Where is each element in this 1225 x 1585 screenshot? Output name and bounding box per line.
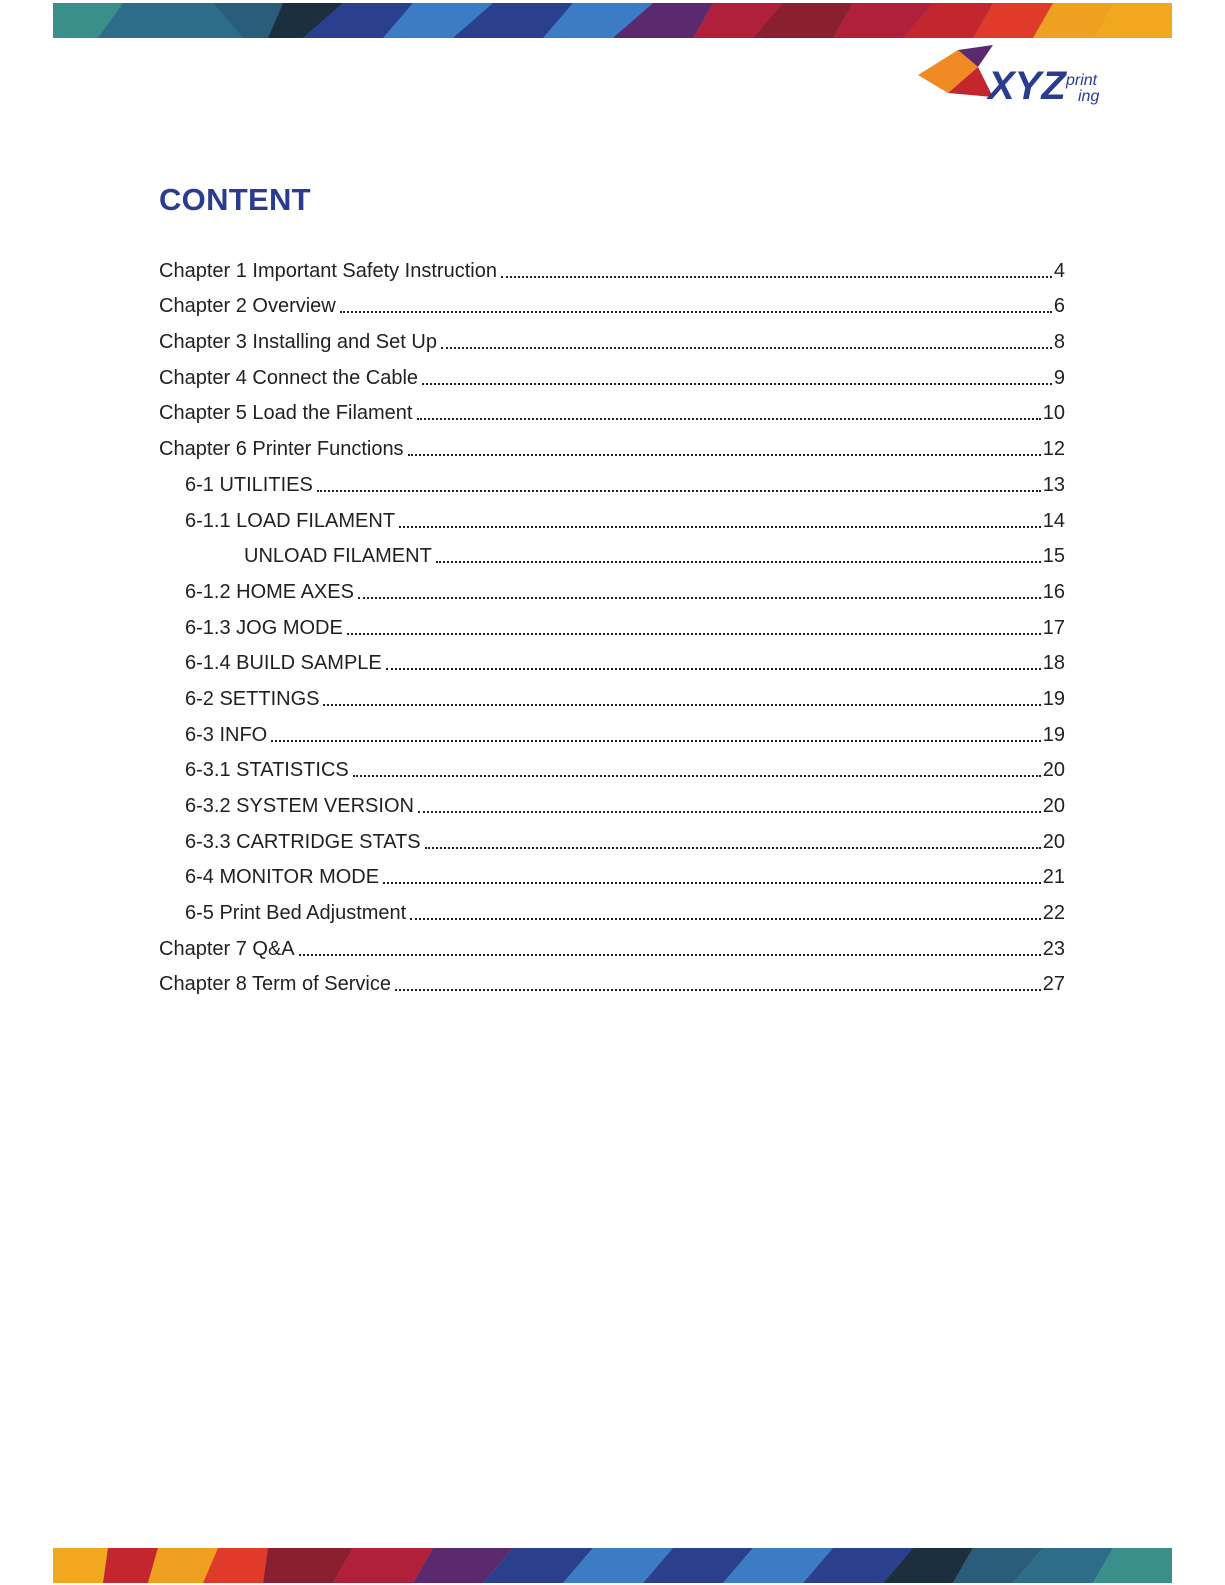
toc-entry[interactable]: [159, 925, 1065, 961]
toc-entry-page-number: 20: [1042, 759, 1065, 782]
header-decorative-band: [53, 3, 1172, 38]
toc-entry[interactable]: [159, 354, 1065, 390]
toc-entry[interactable]: [159, 568, 1065, 604]
toc-entry[interactable]: [159, 390, 1065, 426]
toc-entry[interactable]: [159, 854, 1065, 890]
toc-dot-leader: [399, 526, 1041, 528]
toc-entry-label: 6-4 MONITOR MODE: [185, 866, 380, 889]
toc-entry-label: UNLOAD FILAMENT: [244, 545, 432, 568]
toc-dot-leader: [353, 775, 1041, 777]
toc-entry-page-number: 8: [1053, 331, 1065, 354]
toc-dot-leader: [323, 704, 1040, 706]
toc-dot-leader: [422, 383, 1052, 385]
toc-dot-leader: [347, 633, 1041, 635]
toc-entry[interactable]: [159, 747, 1065, 783]
toc-entry[interactable]: [159, 247, 1065, 283]
toc-dot-leader: [271, 740, 1041, 742]
toc-entry-page-number: 13: [1042, 473, 1065, 496]
toc-entry-label: 6-3.2 SYSTEM VERSION: [185, 795, 414, 817]
toc-entry-label: Chapter 7 Q&A: [159, 937, 295, 960]
toc-entry-page-number: 17: [1042, 616, 1065, 639]
toc-entry-label: Chapter 6 Printer Functions: [159, 438, 404, 461]
page-title: CONTENT: [159, 182, 311, 217]
toc-entry[interactable]: [159, 818, 1065, 854]
toc-entry-label: 6-1 UTILITIES: [185, 473, 313, 496]
toc-entry-page-number: 6: [1053, 295, 1065, 318]
toc-entry[interactable]: [159, 604, 1065, 640]
toc-dot-leader: [408, 454, 1041, 456]
toc-dot-leader: [417, 418, 1041, 420]
toc-dot-leader: [441, 347, 1052, 349]
toc-entry-page-number: 23: [1042, 937, 1065, 960]
toc-dot-leader: [501, 276, 1052, 278]
toc-entry[interactable]: [159, 889, 1065, 925]
toc-entry-page-number: 15: [1042, 545, 1065, 568]
toc-entry-label: Chapter 3 Installing and Set Up: [159, 331, 437, 354]
svg-text:XYZ: XYZ: [988, 64, 1066, 108]
toc-dot-leader: [383, 882, 1041, 884]
toc-entry[interactable]: [159, 533, 1065, 569]
xyzprinting-logo: [918, 45, 1118, 111]
toc-dot-leader: [436, 561, 1041, 563]
toc-entry[interactable]: [159, 711, 1065, 747]
toc-entry[interactable]: [159, 283, 1065, 319]
toc-entry-label: Chapter 2 Overview: [159, 295, 336, 318]
toc-entry-page-number: 20: [1042, 795, 1065, 817]
footer-decorative-band: [53, 1548, 1172, 1583]
toc-dot-leader: [410, 918, 1041, 920]
toc-dot-leader: [317, 490, 1041, 492]
svg-text:ing: ing: [1078, 88, 1100, 105]
toc-entry-label: 6-3.3 CARTRIDGE STATS: [185, 830, 421, 853]
toc-dot-leader: [395, 989, 1041, 991]
toc-entry-page-number: 19: [1042, 687, 1065, 710]
toc-entry-label: Chapter 8 Term of Service: [159, 973, 391, 996]
toc-dot-leader: [358, 597, 1041, 599]
toc-entry[interactable]: [159, 675, 1065, 711]
toc-dot-leader: [386, 668, 1041, 670]
toc-entry-page-number: 9: [1053, 366, 1065, 389]
toc-entry[interactable]: [159, 497, 1065, 533]
toc-entry-page-number: 19: [1042, 723, 1065, 746]
toc-entry-label: 6-3 INFO: [185, 723, 268, 746]
toc-dot-leader: [299, 954, 1041, 956]
toc-entry-page-number: 20: [1042, 830, 1065, 853]
toc-entry-label: 6-1.3 JOG MODE: [185, 616, 343, 639]
toc-entry-page-number: 4: [1053, 259, 1065, 282]
toc-entry-label: 6-1.2 HOME AXES: [185, 580, 354, 603]
toc-entry[interactable]: [159, 318, 1065, 354]
toc-entry[interactable]: [159, 425, 1065, 461]
toc-dot-leader: [425, 847, 1041, 849]
toc-dot-leader: [418, 811, 1041, 813]
toc-entry[interactable]: [159, 640, 1065, 676]
toc-entry[interactable]: [159, 961, 1065, 997]
table-of-contents: [159, 247, 1065, 996]
toc-entry-label: 6-1.4 BUILD SAMPLE: [185, 652, 382, 675]
toc-entry-page-number: 18: [1042, 652, 1065, 675]
toc-entry-page-number: 27: [1042, 973, 1065, 996]
toc-entry-label: 6-3.1 STATISTICS: [185, 759, 349, 782]
toc-entry-page-number: 12: [1042, 438, 1065, 461]
toc-entry-page-number: 14: [1042, 509, 1065, 532]
svg-text:print: print: [1066, 72, 1098, 89]
toc-entry-label: Chapter 5 Load the Filament: [159, 402, 413, 425]
toc-entry-label: 6-2 SETTINGS: [185, 687, 320, 710]
toc-entry-label: Chapter 1 Important Safety Instruction: [159, 259, 497, 282]
toc-entry-label: 6-1.1 LOAD FILAMENT: [185, 509, 396, 532]
toc-entry-page-number: 10: [1042, 402, 1065, 425]
toc-entry[interactable]: [159, 782, 1065, 818]
toc-entry[interactable]: [159, 461, 1065, 497]
toc-entry-page-number: 21: [1042, 866, 1065, 889]
toc-entry-label: 6-5 Print Bed Adjustment: [185, 902, 407, 925]
toc-entry-page-number: 16: [1042, 580, 1065, 603]
toc-dot-leader: [340, 311, 1052, 313]
toc-entry-page-number: 22: [1042, 902, 1065, 925]
toc-entry-label: Chapter 4 Connect the Cable: [159, 366, 419, 389]
